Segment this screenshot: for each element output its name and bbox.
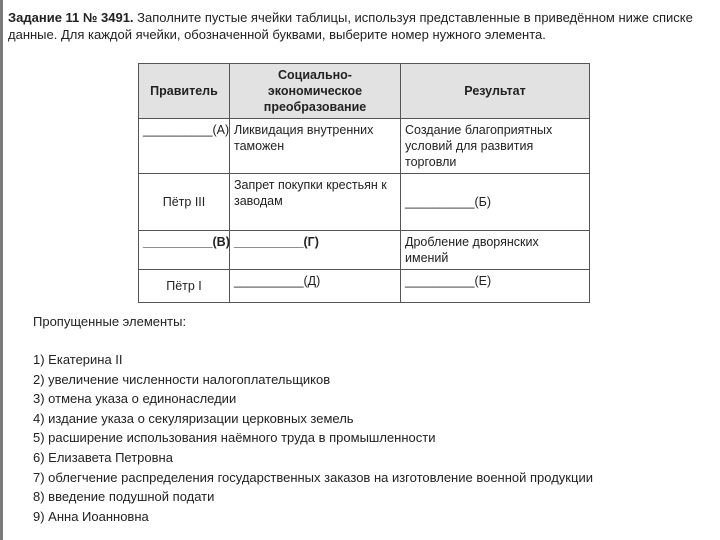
task-id: Задание 11 № 3491.: [8, 10, 134, 25]
cell-result: __________(Б): [401, 174, 590, 231]
options-list: [33, 350, 593, 526]
cell-reform: Ликвидация внутренних таможен: [230, 119, 401, 174]
list-item: 1) Екатерина II: [33, 352, 123, 367]
header-ruler: Правитель: [139, 64, 230, 119]
task-statement: [8, 9, 714, 43]
list-item: 3) отмена указа о единонаследии: [33, 391, 237, 407]
list-item: 2) увеличение численности налогоплательщиков: [33, 371, 331, 387]
table-row: [139, 174, 590, 231]
header-reform: Социально-экономическое преобразование: [230, 64, 401, 119]
table-row: [139, 270, 590, 303]
table-header-row: [139, 64, 590, 119]
list-item: 6) Елизавета Петровна: [33, 449, 173, 465]
cell-ruler: Пётр I: [139, 270, 230, 303]
cell-result: Создание благоприятных условий для развития торговли: [401, 119, 590, 174]
cell-reform: __________(Д): [230, 270, 401, 303]
list-item: 8) введение подушной подати: [33, 489, 215, 505]
cell-reform: __________(Г): [230, 231, 401, 270]
cell-ruler: Пётр III: [139, 174, 230, 231]
page-left-border: [0, 0, 3, 540]
options-title: Пропущенные элементы:: [33, 314, 187, 329]
cell-reform: Запрет покупки крестьян к заводам: [230, 174, 401, 231]
list-item: 9) Анна Иоанновна: [33, 508, 149, 524]
list-item: 5) расширение использования наёмного труда в промышленности: [33, 430, 436, 446]
header-result: Результат: [401, 64, 590, 119]
cell-result: __________(Е): [401, 270, 590, 303]
table-row: [139, 231, 590, 270]
cell-ruler: __________(А): [139, 119, 230, 174]
task-table: [138, 63, 590, 303]
task-instruction: Заполните пустые ячейки таблицы, используя представленные в приведённом ниже списке данные. Для каждой ячейки, обозначенной буквами, выберите номер нужного элемента.: [8, 10, 693, 42]
table-row: [139, 119, 590, 174]
list-item: 7) облегчение распределения государственных заказов на изготовление военной продукции: [33, 469, 593, 485]
cell-result: Дробление дворянских имений: [401, 231, 590, 270]
cell-ruler: __________(В): [139, 231, 230, 270]
list-item: 4) издание указа о секуляризации церковных земель: [33, 410, 354, 426]
